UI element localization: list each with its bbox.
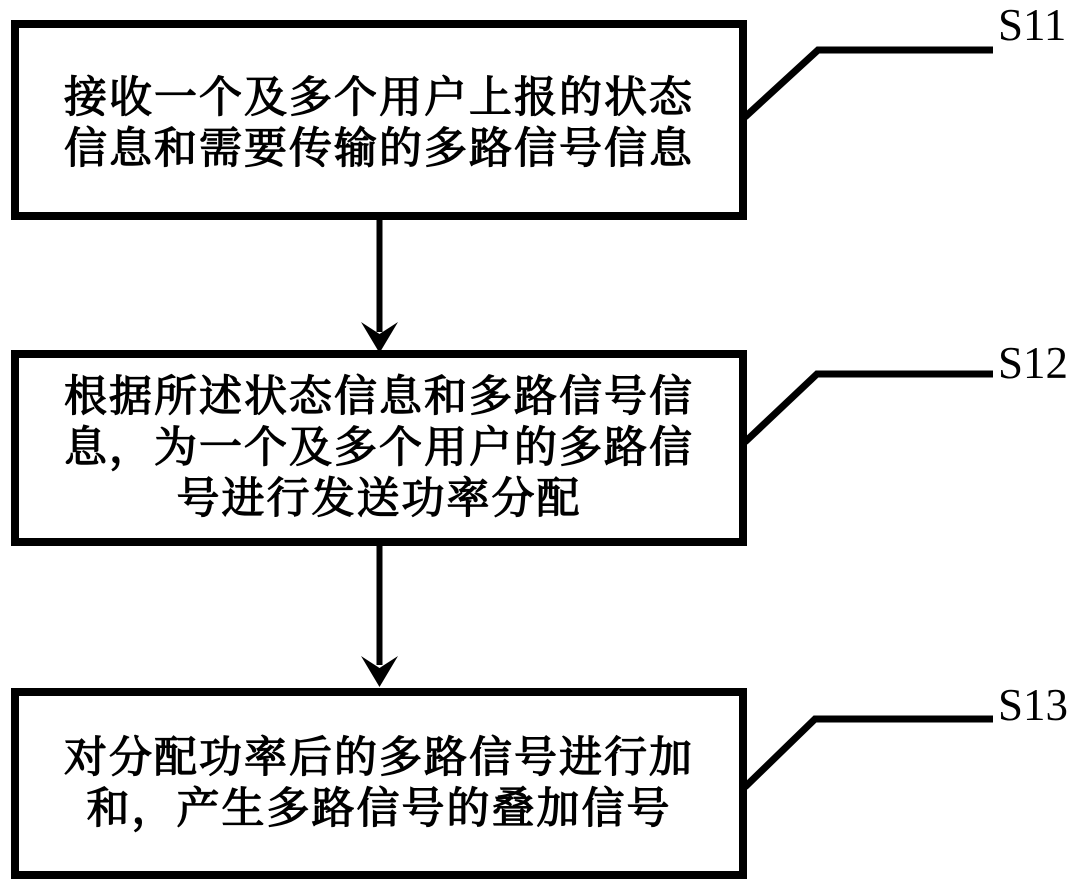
step-label-s12: S12: [998, 338, 1069, 388]
flow-step-box-s12: [11, 350, 747, 546]
step-label-s11: S11: [998, 0, 1067, 50]
arrow-down-icon: [361, 219, 398, 353]
flow-step-text-line: 和，产生多路信号的叠加信号: [86, 783, 672, 834]
flow-step-text-line: 信息和需要传输的多路信号信息: [64, 124, 694, 174]
leader-line-s11: [745, 50, 993, 117]
flow-step-text-line: 息，为一个及多个用户的多路信: [64, 422, 694, 473]
flow-step-text-line: 根据所述状态信息和多路信号信: [64, 371, 694, 422]
leader-line-s12: [745, 374, 993, 442]
flow-step-text-line: 对分配功率后的多路信号进行加: [64, 732, 694, 783]
arrow-down-icon: [361, 546, 398, 687]
step-label-s13: S13: [998, 680, 1069, 730]
flow-step-box-s11: [11, 20, 747, 220]
flow-step-text-line: 号进行发送功率分配: [176, 473, 582, 524]
leader-line-s13: [745, 719, 993, 787]
flow-step-box-s13: [11, 688, 747, 879]
flow-step-text-line: 接收一个及多个用户上报的状态: [64, 73, 694, 123]
